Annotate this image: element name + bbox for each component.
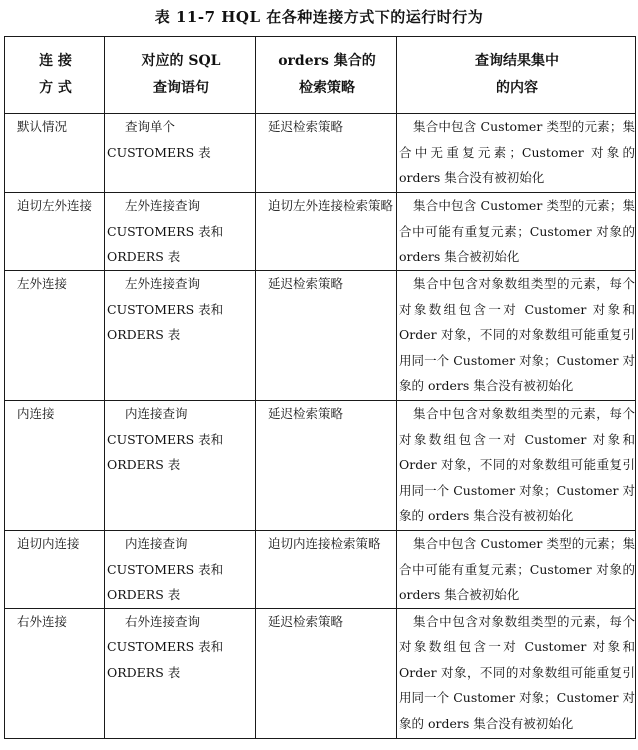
sql-cell: 左外连接查询 CUSTOMERS 表和 ORDERS 表 — [105, 271, 256, 401]
sql-cell: 查询单个 CUSTOMERS 表 — [105, 114, 256, 193]
table-row — [5, 114, 636, 193]
header-sql-line2: 查询语句 — [153, 80, 209, 96]
result-cell: 集合中包含 Customer 类型的元素；集合中无重复元素；Customer 对象的 orders 集合没有被初始化 — [397, 114, 636, 193]
join-type-cell: 迫切左外连接 — [5, 193, 105, 271]
header-result — [397, 37, 636, 114]
header-row — [5, 37, 636, 114]
header-join-type-line2: 方 式 — [39, 80, 72, 96]
strategy-cell: 延迟检索策略 — [256, 114, 397, 193]
header-strategy-line1: orders 集合的 — [278, 53, 376, 69]
table-row — [5, 401, 636, 531]
strategy-cell: 延迟检索策略 — [256, 271, 397, 401]
header-result-line1: 查询结果集中 — [475, 53, 559, 69]
join-type-cell: 右外连接 — [5, 608, 105, 738]
table-row — [5, 531, 636, 609]
strategy-cell: 延迟检索策略 — [256, 401, 397, 531]
table-row — [5, 193, 636, 271]
strategy-cell: 迫切内连接检索策略 — [256, 531, 397, 609]
header-join-type — [5, 37, 105, 114]
result-cell: 集合中包含 Customer 类型的元素；集合中可能有重复元素；Customer 对象的 orders 集合被初始化 — [397, 193, 636, 271]
header-sql-line1: 对应的 SQL — [141, 53, 221, 69]
table-row — [5, 271, 636, 401]
result-cell: 集合中包含 Customer 类型的元素；集合中可能有重复元素；Customer 对象的 orders 集合被初始化 — [397, 531, 636, 609]
header-join-type-line1: 连 接 — [39, 53, 72, 69]
header-result-line2: 的内容 — [496, 80, 538, 96]
header-strategy — [256, 37, 397, 114]
result-cell: 集合中包含对象数组类型的元素，每个对象数组包含一对 Customer 对象和 Order 对象，不同的对象数组可能重复引用同一个 Customer 对象；Customer 对象的 orders 集合没有被初始化 — [397, 271, 636, 401]
sql-cell: 左外连接查询 CUSTOMERS 表和 ORDERS 表 — [105, 193, 256, 271]
sql-cell: 内连接查询 CUSTOMERS 表和 ORDERS 表 — [105, 401, 256, 531]
table-row — [5, 608, 636, 738]
join-type-cell: 默认情况 — [5, 114, 105, 193]
table-caption: 表 11-7 HQL 在各种连接方式下的运行时行为 — [154, 8, 484, 26]
result-cell: 集合中包含对象数组类型的元素，每个对象数组包含一对 Customer 对象和 Order 对象，不同的对象数组可能重复引用同一个 Customer 对象；Customer 对象的 orders 集合没有被初始化 — [397, 608, 636, 738]
sql-cell: 右外连接查询 CUSTOMERS 表和 ORDERS 表 — [105, 608, 256, 738]
sql-cell: 内连接查询 CUSTOMERS 表和 ORDERS 表 — [105, 531, 256, 609]
hql-join-behavior-table — [4, 36, 636, 739]
strategy-cell: 延迟检索策略 — [256, 608, 397, 738]
join-type-cell: 迫切内连接 — [5, 531, 105, 609]
result-cell: 集合中包含对象数组类型的元素，每个对象数组包含一对 Customer 对象和 Order 对象，不同的对象数组可能重复引用同一个 Customer 对象；Customer 对象的 orders 集合没有被初始化 — [397, 401, 636, 531]
join-type-cell: 内连接 — [5, 401, 105, 531]
header-strategy-line2: 检索策略 — [299, 80, 355, 96]
header-sql — [105, 37, 256, 114]
join-type-cell: 左外连接 — [5, 271, 105, 401]
strategy-cell: 迫切左外连接检索策略 — [256, 193, 397, 271]
